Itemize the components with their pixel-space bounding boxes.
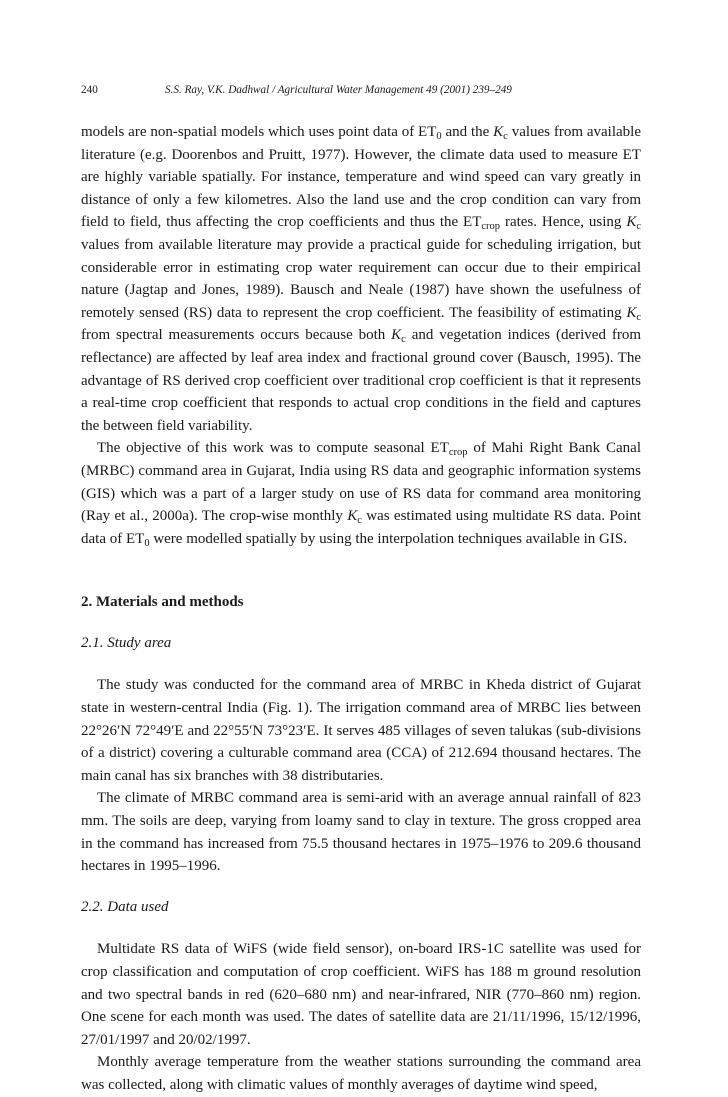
page-body <box>81 121 641 1097</box>
section-heading-materials-methods: 2. Materials and methods <box>81 594 244 611</box>
text-run: The objective of this work was to compute seasonal ET <box>97 440 449 457</box>
page-number: 240 <box>81 84 98 96</box>
text-run: from spectral measurements occurs because both <box>81 327 392 344</box>
symbol-k: K <box>626 304 637 321</box>
subsection-heading-study-area: 2.1. Study area <box>81 634 172 651</box>
symbol-k: K <box>626 214 637 231</box>
subscript: c <box>503 131 508 142</box>
paragraph-objective <box>81 437 641 550</box>
paragraph-intro-continued <box>81 121 641 437</box>
text-run: rates. Hence, using <box>500 214 627 231</box>
subscript: 0 <box>436 131 442 142</box>
running-title: S.S. Ray, V.K. Dadhwal / Agricultural Water Management 49 (2001) 239–249 <box>165 84 512 96</box>
text-run: and vegetation indices (derived from reflectance) are affected by leaf area index and fractional ground cover (Bausch, 1995). The advantage of RS derived crop coefficient over traditional crop coefficient is that it represents a real-time crop coefficient that responds to actual crop conditions in the field and captures the between field variability. <box>81 327 641 434</box>
subscript: c <box>636 221 641 233</box>
text-run: was estimated using multidate RS data. Point data of ET <box>81 508 641 547</box>
paragraph-rs-data: Multidate RS data of WiFS (wide field sensor), on-board IRS-1C satellite was used for crop classification and computation of crop coefficient. WiFS has 188 m ground resolution and two spectral bands in red (620–680 nm) and near-infrared, NIR (770–860 nm) region. One scene for each month was used. The dates of satellite data are 21/11/1996, 15/12/1996, 27/01/1997 and 20/02/1997. <box>81 941 641 1048</box>
text-run: of Mahi Right Bank Canal (MRBC) command area in Gujarat, India using RS data and geographic information systems (GIS) which was a part of a larger study on use of RS data for command area monitoring (Ray et al., 2000a). The crop-wise monthly <box>81 440 641 525</box>
symbol-k: K <box>493 124 504 140</box>
symbol-k: K <box>347 508 358 525</box>
subscript: 0 <box>144 537 150 549</box>
subsection-heading-data-used: 2.2. Data used <box>81 898 169 915</box>
subscript: crop <box>448 447 468 459</box>
subscript: c <box>357 515 362 527</box>
subscript: c <box>636 311 641 323</box>
symbol-k: K <box>391 327 402 344</box>
subscript: crop <box>481 221 501 233</box>
text-run: values from available literature (e.g. Doorenbos and Pruitt, 1977). However, the climate data used to measure ET are highly variable spatially. For instance, temperature and wind speed can vary greatly in distance of only a few kilometres. Also the land use and the crop condition can vary from field to field, thus affecting the crop coefficients and thus the ET <box>81 124 641 231</box>
text-run: were modelled spatially by using the interpolation techniques available in GIS. <box>149 530 627 547</box>
paragraph-study-area: The study was conducted for the command area of MRBC in Kheda district of Gujarat state in western-central India (Fig. 1). The irrigation command area of MRBC lies between 22°26′N 72°49′E and 22°55′N 73°23′E. It serves 485 villages of seven talukas (sub-divisions of a district) covering a culturable command area (CCA) of 212.694 thousand hectares. The main canal has six branches with 38 distributaries. <box>81 677 641 784</box>
text-run: values from available literature may provide a practical guide for scheduling irrigation, but considerable error in estimating crop water requirement can occur due to their empirical nature (Jagtap and Jones, 1989). Bausch and Neale (1987) have shown the usefulness of remotely sensed (RS) data to represent the crop coefficient. The feasibility of estimating <box>81 236 641 321</box>
subscript: c <box>401 334 406 346</box>
paragraph-temperature: Monthly average temperature from the weather stations surrounding the command area was collected, along with climatic values of monthly averages of daytime wind speed, <box>81 1054 641 1093</box>
text-run: models are non-spatial models which uses point data of ET <box>81 124 437 140</box>
text-run: and the <box>441 124 494 140</box>
paragraph-climate: The climate of MRBC command area is semi-arid with an average annual rainfall of 823 mm. The soils are deep, varying from loamy sand to clay in texture. The gross cropped area in the command has increased from 75.5 thousand hectares in 1975–1976 to 209.6 thousand hectares in 1995–1996. <box>81 790 641 875</box>
